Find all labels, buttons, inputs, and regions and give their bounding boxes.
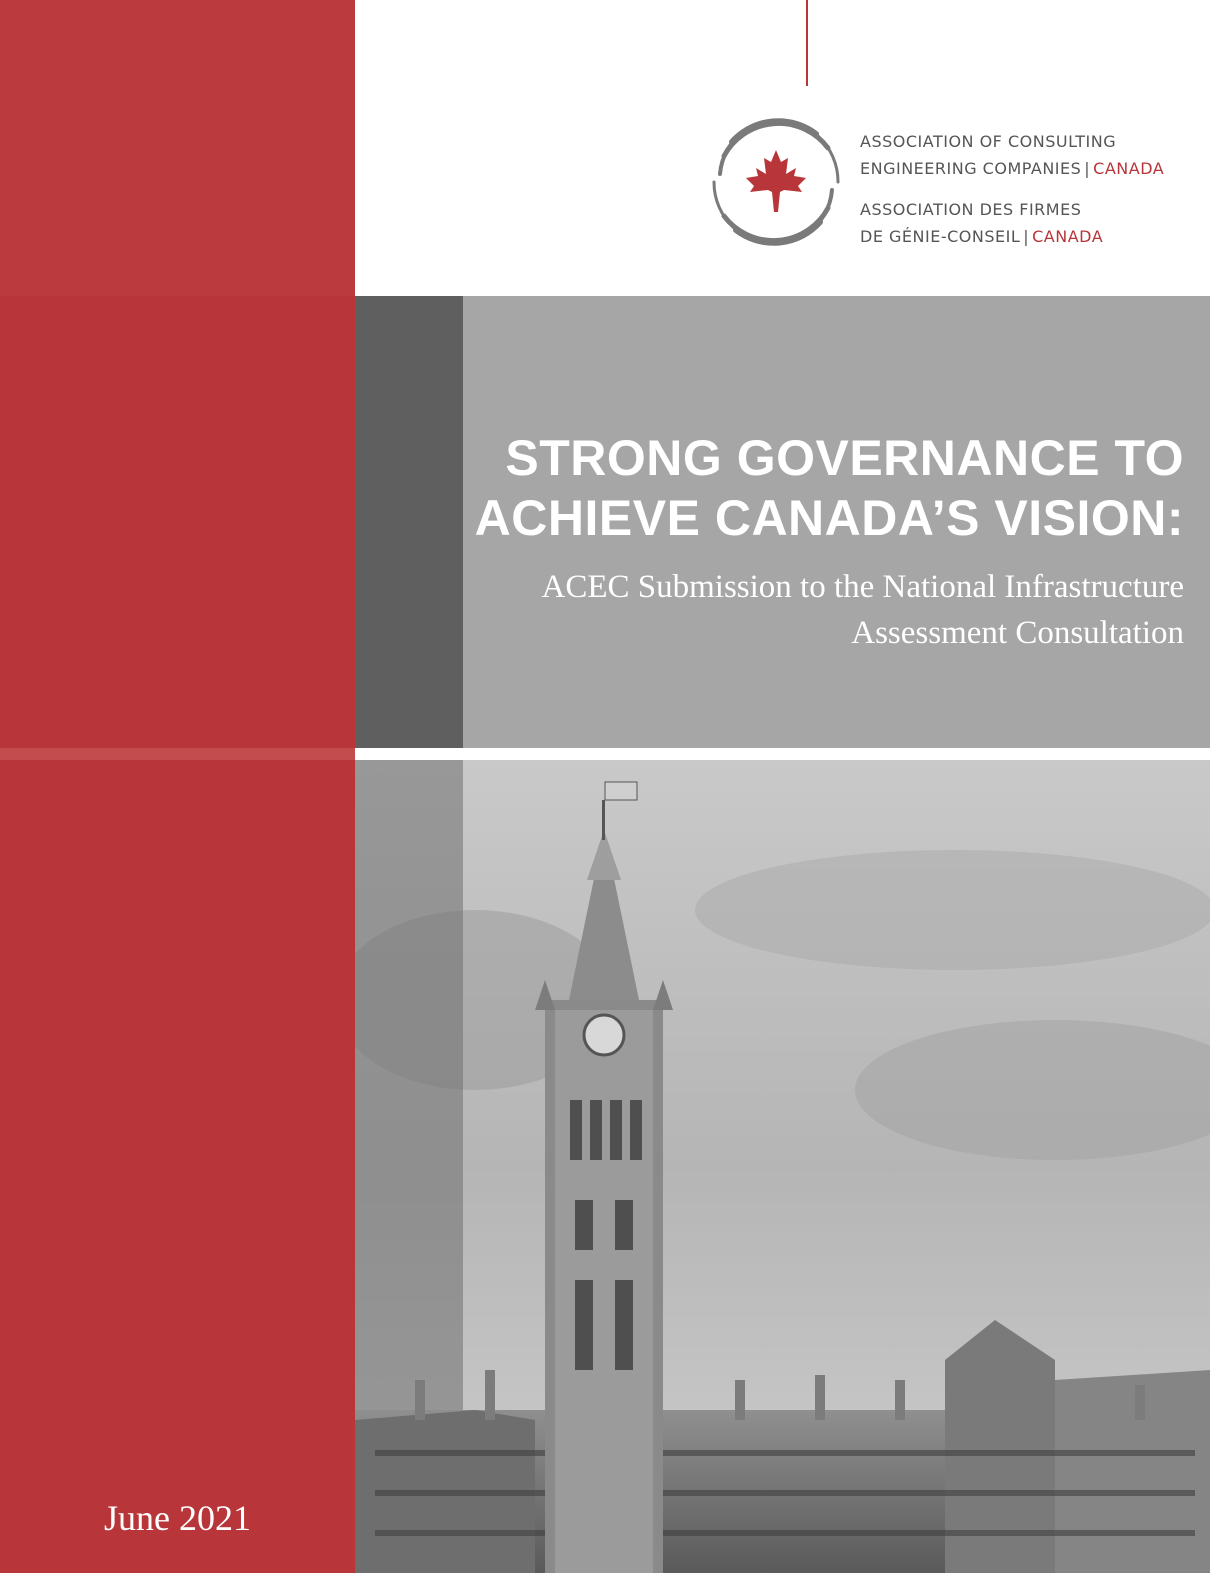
association-name: [860, 128, 1164, 250]
title-panel-dark-strip: [355, 296, 463, 748]
red-side-band: [0, 0, 355, 1573]
subtitle-line-2: Assessment Consultation: [851, 615, 1184, 651]
publication-date: June 2021: [104, 1498, 251, 1538]
logo-fr-line1: ASSOCIATION DES FIRMES: [860, 200, 1082, 219]
top-red-rule: [806, 0, 808, 86]
logo-en-line2: ENGINEERING COMPANIES: [860, 159, 1082, 178]
logo-en-country: CANADA: [1093, 159, 1165, 178]
parliament-peace-tower-photo: [355, 760, 1210, 1573]
maple-leaf-rings-logo-icon: [706, 112, 846, 252]
title-line-1: STRONG GOVERNANCE TO: [505, 430, 1184, 486]
red-band-upper: [0, 0, 355, 296]
document-title: [475, 428, 1184, 548]
title-line-2: ACHIEVE CANADA’S VISION:: [474, 490, 1184, 546]
logo-en-line1: ASSOCIATION OF CONSULTING: [860, 132, 1117, 151]
logo-separator: |: [1023, 227, 1030, 246]
logo-separator: |: [1084, 159, 1091, 178]
document-subtitle: [484, 564, 1184, 656]
subtitle-line-1: ACEC Submission to the National Infrastructure: [541, 569, 1184, 605]
logo-fr-line2: DE GÉNIE-CONSEIL: [860, 227, 1021, 246]
logo-fr-country: CANADA: [1032, 227, 1104, 246]
title-panel: [355, 296, 1210, 748]
red-band-divider: [0, 748, 355, 760]
photo-divider: [355, 748, 1210, 760]
